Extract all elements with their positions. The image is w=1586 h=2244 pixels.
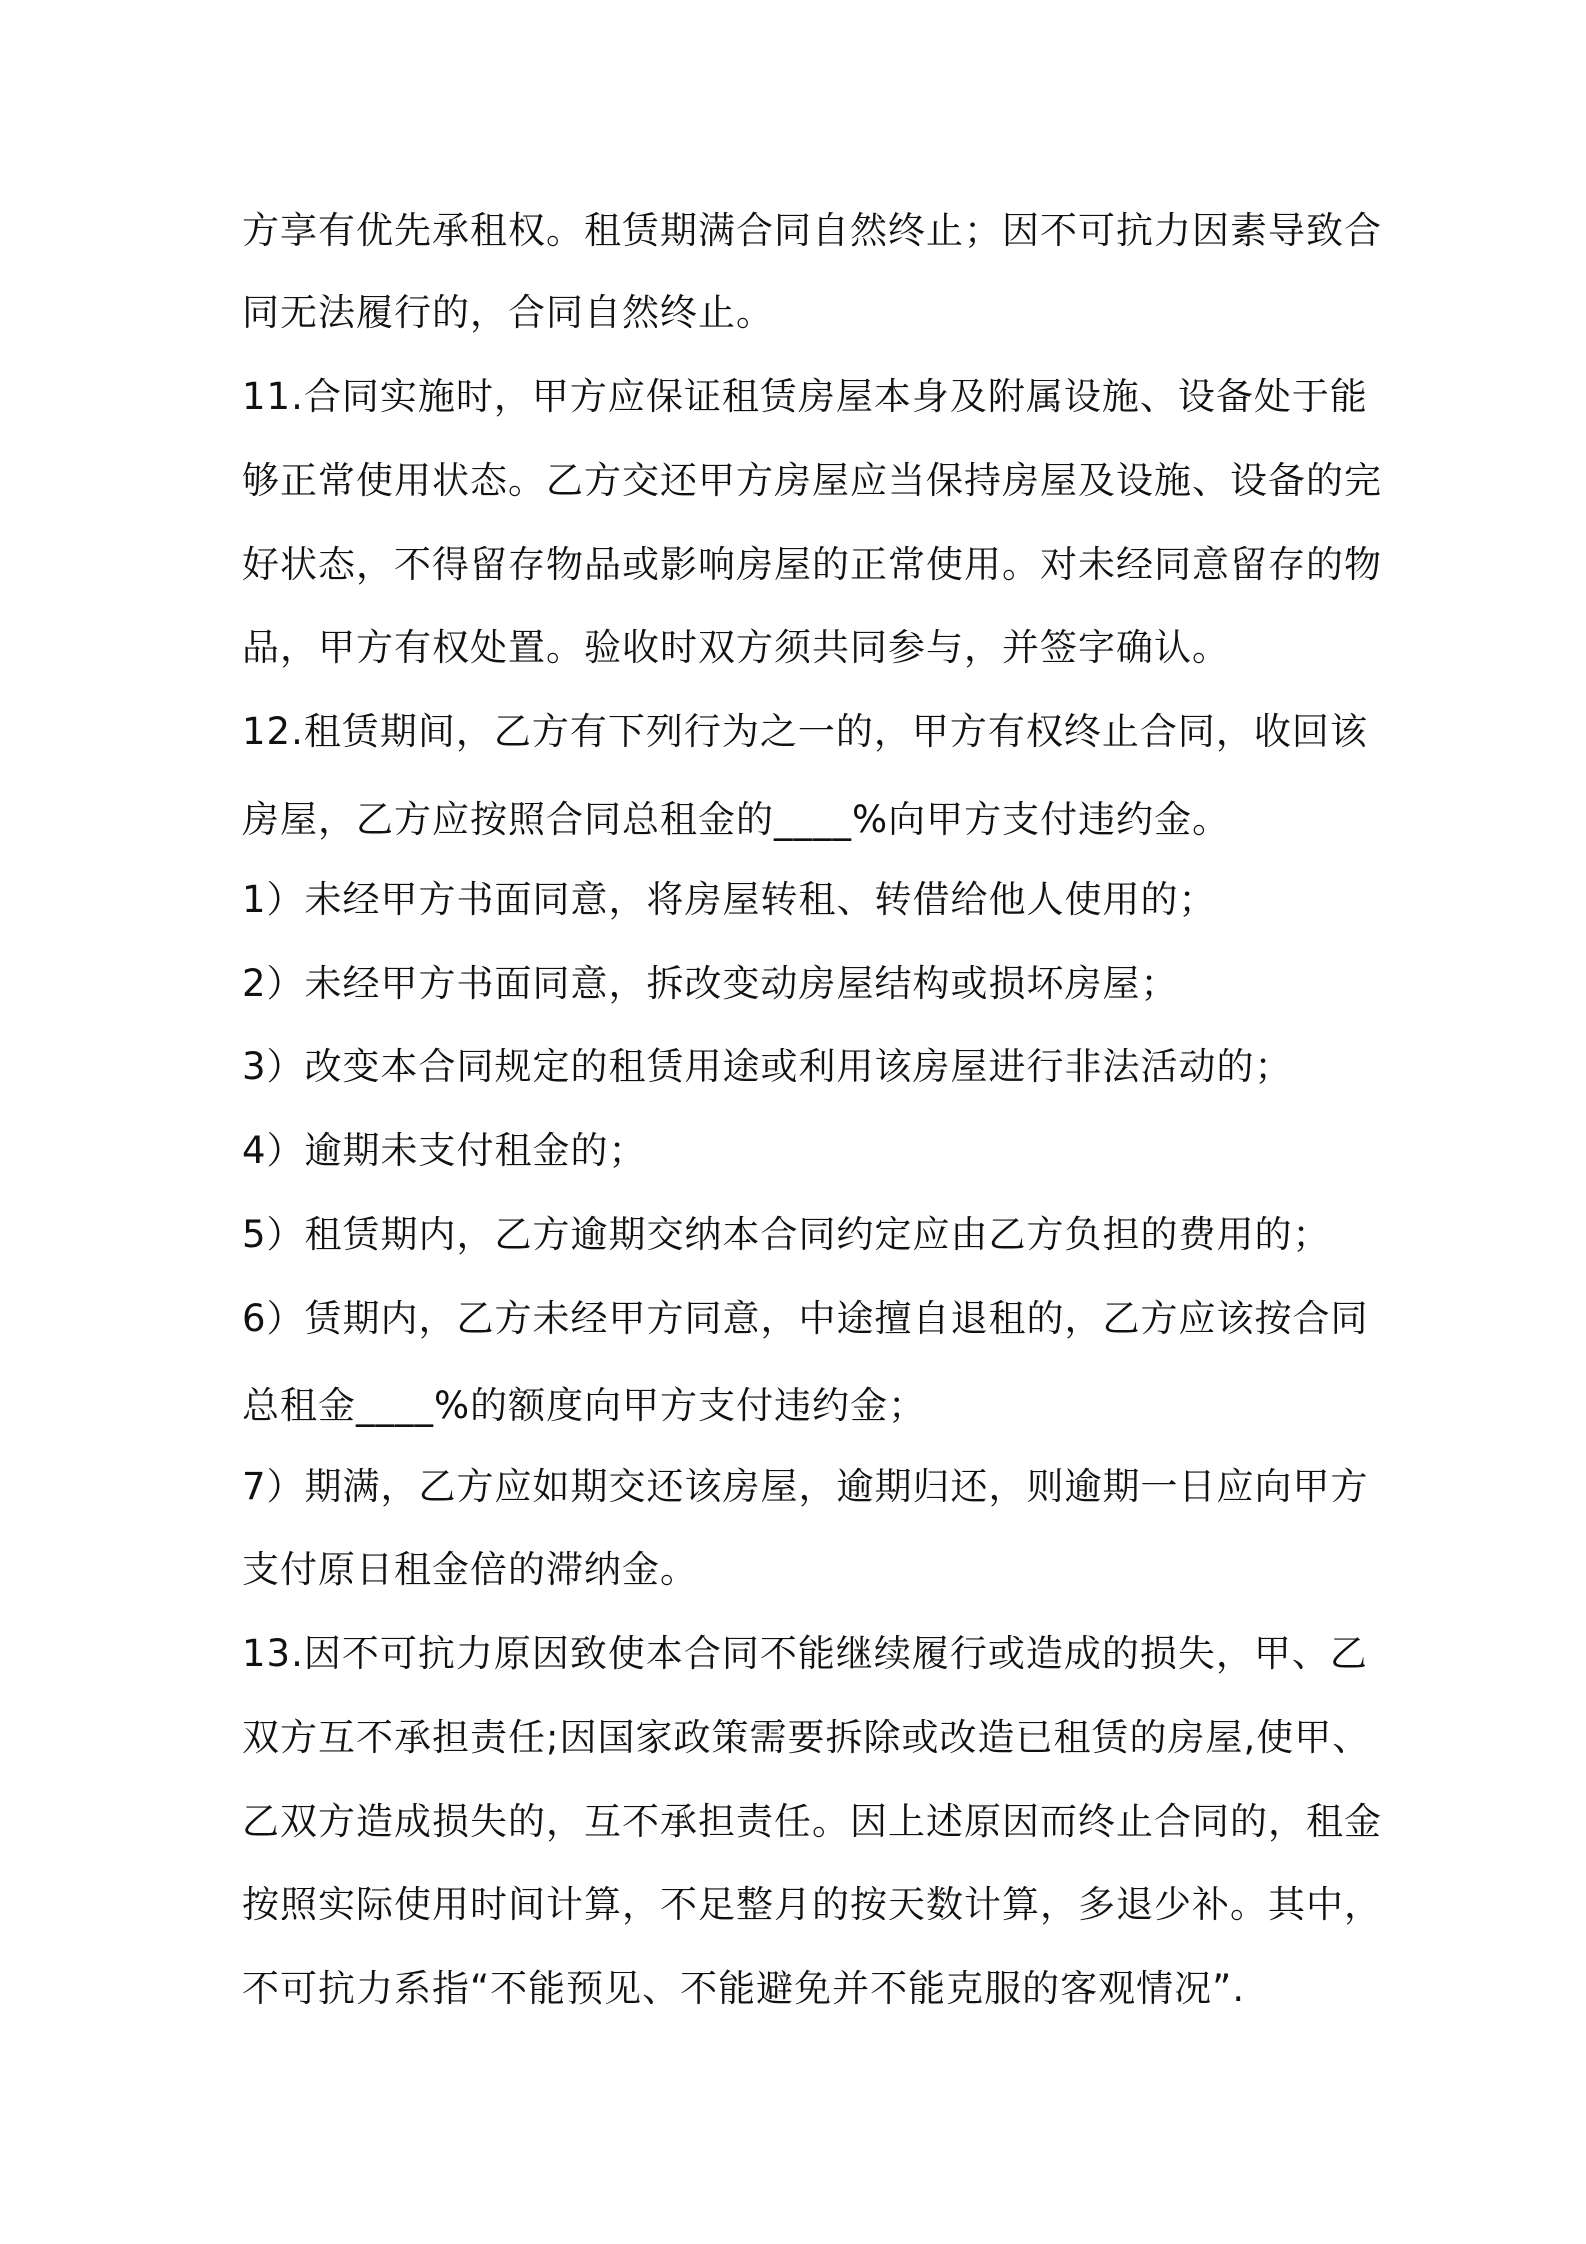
text-line: 总租金____%的额度向甲方支付违约金； (242, 1384, 927, 1427)
text-line: 11.合同实施时，甲方应保证租赁房屋本身及附属设施、设备处于能 (242, 375, 1368, 418)
list-item: 7）期满，乙方应如期交还该房屋，逾期归还，则逾期一日应向甲方 (242, 1465, 1369, 1508)
text-line: 好状态，不得留存物品或影响房屋的正常使用。对未经同意留存的物 (242, 543, 1382, 586)
text-line: 方享有优先承租权。租赁期满合同自然终止；因不可抗力因素导致合 (242, 209, 1382, 252)
list-item: 3）改变本合同规定的租赁用途或利用该房屋进行非法活动的； (242, 1045, 1293, 1088)
list-item: 6）赁期内，乙方未经甲方同意，中途擅自退租的，乙方应该按合同 (242, 1297, 1369, 1340)
text-line: 不可抗力系指“不能预见、不能避免并不能克服的客观情况”. (242, 1967, 1246, 2010)
list-item: 5）租赁期内，乙方逾期交纳本合同约定应由乙方负担的费用的； (242, 1213, 1331, 1256)
list-item: 1）未经甲方书面同意，将房屋转租、转借给他人使用的； (242, 878, 1217, 921)
text-line: 支付原日租金倍的滞纳金。 (242, 1548, 698, 1591)
text-line: 按照实际使用时间计算，不足整月的按天数计算，多退少补。其中， (242, 1883, 1382, 1926)
text-line: 13.因不可抗力原因致使本合同不能继续履行或造成的损失，甲、乙 (242, 1632, 1368, 1675)
text-line: 够正常使用状态。乙方交还甲方房屋应当保持房屋及设施、设备的完 (242, 459, 1382, 502)
text-line: 品，甲方有权处置。验收时双方须共同参与，并签字确认。 (242, 626, 1230, 669)
list-item: 2）未经甲方书面同意，拆改变动房屋结构或损坏房屋； (242, 962, 1179, 1005)
text-line: 房屋，乙方应按照合同总租金的____%向甲方支付违约金。 (242, 798, 1231, 841)
text-line: 乙双方造成损失的，互不承担责任。因上述原因而终止合同的，租金 (242, 1800, 1382, 1843)
text-line: 同无法履行的，合同自然终止。 (242, 291, 774, 334)
text-line: 12.租赁期间，乙方有下列行为之一的，甲方有权终止合同，收回该 (242, 710, 1368, 753)
list-item: 4）逾期未支付租金的； (242, 1129, 647, 1172)
text-line: 双方互不承担责任;因国家政策需要拆除或改造已租赁的房屋,使甲、 (242, 1716, 1371, 1759)
